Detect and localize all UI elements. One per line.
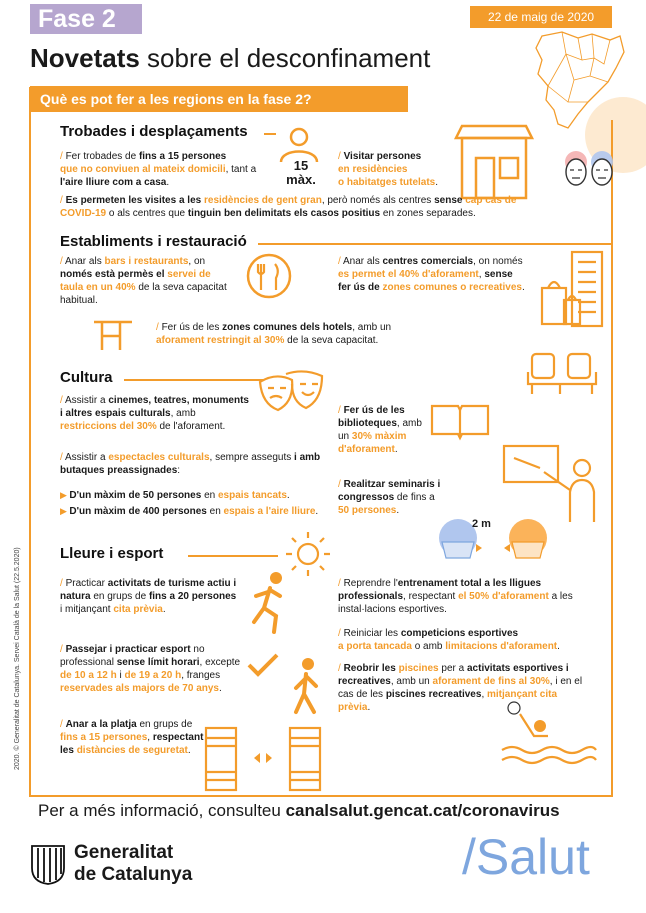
cutlery-plate-icon: [244, 252, 294, 300]
section-line: [264, 133, 276, 135]
generalitat-name: [74, 842, 192, 886]
s4-item-5: / Reiniciar les competicions esportives a porta tancada o amb limitacions d'aforament.: [338, 628, 560, 652]
residence-building-icon: [454, 124, 534, 200]
shopping-center-icon: [538, 250, 616, 328]
s3-item-3: / Fer ús de les biblioteques, amb un 30% màxim d'aforament.: [338, 405, 422, 455]
distance-label: 2 m: [472, 518, 491, 530]
hotel-h-icon: [92, 316, 134, 352]
title-rest: sobre el desconfinament: [139, 43, 431, 73]
more-info-text: Per a més informació, consulteu: [38, 801, 286, 820]
s4-item-1: / Practicar activitats de turisme actiu i natura en grups de fins a 20 persones i mitjançant cita prèvia.: [60, 578, 237, 615]
checkmark-icon: [246, 652, 280, 678]
runner-icon: [246, 572, 292, 636]
theatre-masks-icon: [256, 368, 326, 430]
generalitat-line-1: Generalitat: [74, 842, 174, 863]
s3-item-2: / Assistir a espectacles culturals, sempre asseguts i amb butaques preassignades:: [60, 452, 321, 476]
title-bold: Novetats: [30, 43, 140, 73]
cinema-seats-icon: [526, 352, 602, 396]
teacher-board-icon: [500, 444, 610, 526]
capacity-unit: màx.: [286, 172, 316, 187]
section-title-cultura: Cultura: [60, 369, 113, 386]
question-banner: Què es pot fer a les regions en la fase 2?: [30, 86, 408, 112]
s4-item-3: / Anar a la platja en grups de fins a 15 persones, respectant les distàncies de seguretat.: [60, 719, 204, 756]
phase-badge: Fase 2: [30, 4, 142, 34]
walker-icon: [286, 658, 326, 716]
salut-logo: /Salut: [462, 829, 590, 885]
s2-item-2: / Anar als centres comercials, on només es permet el 40% d'aforament, sense fer ús de zones comunes o recreatives.: [338, 256, 525, 293]
section-title-trobades: Trobades i desplaçaments: [60, 123, 248, 140]
section-title-establiments: Establiments i restauració: [60, 233, 247, 250]
section-line: [124, 379, 264, 381]
book-icon: [430, 402, 490, 442]
section-line: [188, 555, 278, 557]
generalitat-line-2: de Catalunya: [74, 864, 193, 885]
generalitat-logo-icon: [28, 842, 68, 886]
s3-bullet-1: ▶ D'un màxim de 50 persones en espais tancats.: [60, 490, 290, 501]
s4-item-4: / Reprendre l'entrenament total a les lligues professionals, respectant el 50% d'aforament a les instal·lacions esportives.: [338, 578, 573, 615]
s3-item-1: / Assistir a cinemes, teatres, monuments i altres espais culturals, amb restriccions del 30% de l'aforament.: [60, 395, 249, 432]
sun-icon: [284, 530, 332, 578]
person-icon: [278, 128, 328, 162]
s1-item-1: / Fer trobades de fins a 15 persones que no conviuen al mateix domicili, tant a l'aire lliure com a casa.: [60, 151, 257, 188]
s3-item-4: / Realitzar seminaris i congressos de fins a 50 persones.: [338, 479, 441, 516]
s1-item-3: / Es permeten les visites a les residències de gent gran, però només als centres sense cap cas de COVID-19 o als centres que tinguin ben delimitats els casos positius en zones separades.: [60, 195, 517, 219]
s2-item-1: / Anar als bars i restaurants, on només està permès el servei de taula en un 40% de la seva capacitat habitual.: [60, 256, 227, 306]
s4-item-6: / Reobrir les piscines per a activitats esportives i recreatives, amb un aforament de fins al 30%, i en el cas de les piscines recreatives, mitjançant cita prèvia.: [338, 663, 583, 713]
s2-item-3: / Fer ús de les zones comunes dels hotels, amb un aforament restringit al 30% de la seva capacitat.: [156, 322, 392, 346]
more-info-line: [38, 801, 560, 821]
section-line: [258, 243, 612, 245]
s3-bullet-2: ▶ D'un màxim de 400 persones en espais a l'aire lliure.: [60, 506, 319, 517]
swimmer-waterpolo-icon: [500, 700, 596, 770]
section-title-lleure: Lleure i esport: [60, 545, 164, 562]
elderly-couple-icon: [560, 148, 616, 194]
date-badge: 22 de maig de 2020: [470, 6, 612, 28]
copyright-text: 2020. © Generalitat de Catalunya. Servei Català de la Salut (22.5.2020): [14, 547, 21, 770]
s4-item-2: / Passejar i practicar esport no professional sense límit horari, excepte de 10 a 12 h i de 19 a 20 h, franges reservades als majors de 70 anys.: [60, 644, 241, 694]
s1-item-2: / Visitar persones en residències o habitatges tutelats.: [338, 151, 439, 188]
info-link[interactable]: canalsalut.gencat.cat/coronavirus: [285, 801, 560, 820]
capacity-number: 15: [293, 158, 309, 173]
beach-towels-icon: [204, 726, 324, 792]
